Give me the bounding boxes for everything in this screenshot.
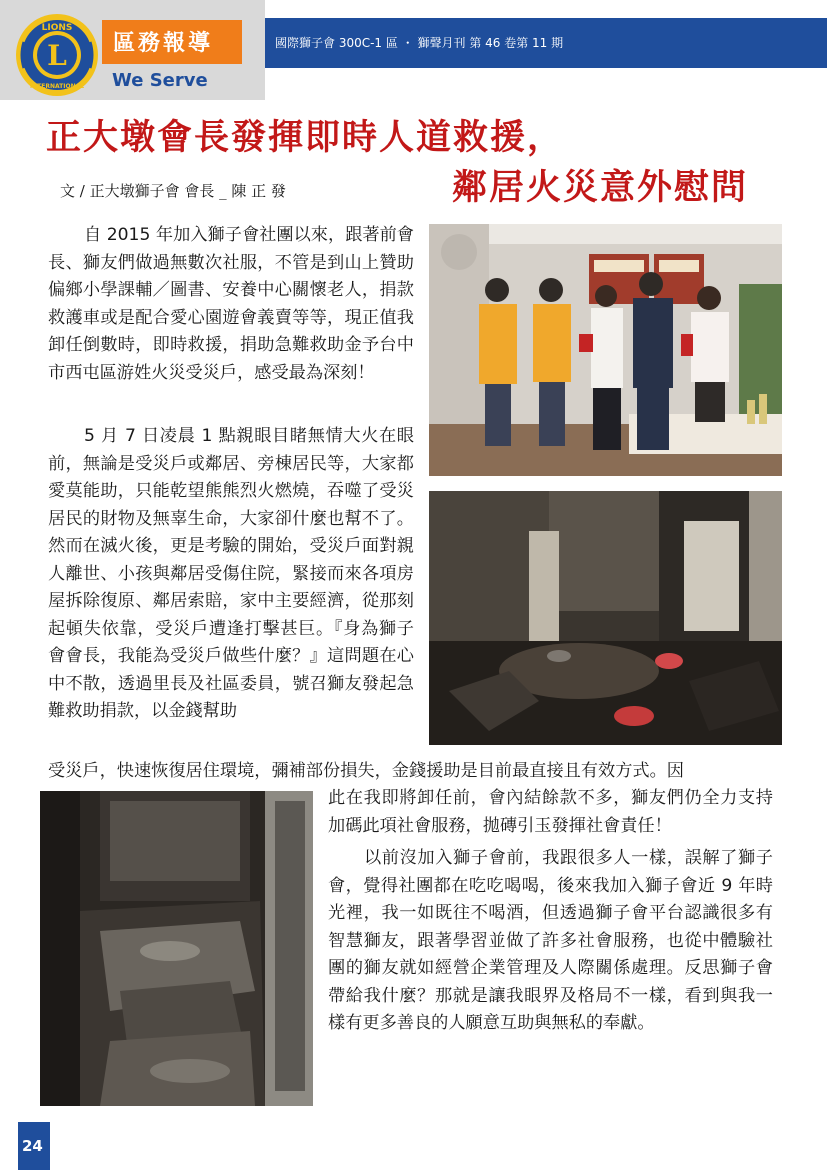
svg-text:LIONS: LIONS: [41, 23, 73, 33]
photo-burned-interior: [429, 491, 782, 745]
svg-text:L: L: [47, 39, 67, 72]
byline: 文 / 正大墩獅子會 會長 _ 陳 正 發: [60, 182, 286, 200]
paragraph-4: 以前沒加入獅子會前，我跟很多人一樣，誤解了獅子會，覺得社團都在吃吃喝喝，後來我加入獅子會近 9 年時光裡，我一如既往不喝酒，但透過獅子會平台認識很多有智慧獅友，跟著學習並做了許多社會服務，也從中體驗社團的獅友就如經營企業管理及人際關係處理。反思獅子會帶給我什麼？那就是讓我眼界及格局不一樣，看到與我一樣有更多善良的人願意互助與無私的奉獻。: [328, 848, 773, 1033]
photo-burned-corridor: [40, 791, 313, 1106]
page-number: 24: [22, 1137, 43, 1155]
issue-line: 國際獅子會 300C-1 區 ・ 獅聲月刊 第 46 卷第 11 期: [275, 36, 564, 50]
photo-donation-ceremony: [429, 224, 782, 476]
section-title: 區務報導: [113, 31, 214, 56]
paragraph-2-continued: 受災戶，快速恢復居住環境，彌補部份損失，金錢援助是目前最直接且有效方式。因: [48, 761, 684, 781]
paragraph-2: 5 月 7 日凌晨 1 點親眼目睹無情大火在眼前，無論是受災戶或鄰居、旁棟居民等，大家都愛莫能助，只能乾望熊熊烈火燃燒，吞噬了受災居民的財物及無辜生命，大家卻什麼也幫不了。然而在滅火後，更是考驗的開始，受災戶面對親人離世、小孩與鄰居受傷住院，緊接而來各項房屋拆除復原、鄰居索賠，家中主要經濟，從那刻起頓失依靠，受災戶遭逢打擊甚巨。『身為獅子會會長，我能為受災戶做些什麼？』這問題在心中不散，透過里長及社區委員，號召獅友發起急難救助捐款，以金錢幫助: [48, 426, 414, 721]
article-title-line2: 鄰居火災意外慰問: [452, 167, 749, 208]
motto: We Serve: [112, 70, 208, 91]
article-title-line1: 正大墩會長發揮即時人道救援，: [46, 117, 565, 158]
lions-international-logo-icon: [14, 12, 100, 98]
svg-text:INTERNATIONAL: INTERNATIONAL: [29, 83, 85, 90]
paragraph-1: 自 2015 年加入獅子會社團以來，跟著前會長、獅友們做過無數次社服，不管是到山上贊助偏鄉小學課輔／圖書、安養中心關懷老人，捐款救護車或是配合愛心園遊會義賣等等，現正值我卸任倒數時，即時救援，捐助急難救助金予台中市西屯區游姓火災受災戶，感受最為深刻！: [48, 225, 414, 383]
paragraph-3: 此在我即將卸任前，會內結餘款不多，獅友們仍全力支持加碼此項社會服務，拋磚引玉發揮社會責任！: [328, 788, 773, 836]
